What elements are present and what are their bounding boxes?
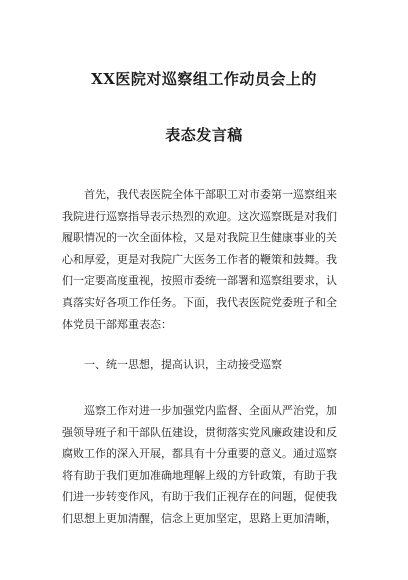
section-heading (62, 354, 348, 376)
paragraph-line: 巡察工作对进一步加强党内监督、全面从严治党，加 (62, 404, 337, 417)
document-title-line-1: XX医院对巡察组工作动员会上的 (91, 70, 317, 88)
paragraph-line: 体党员干部郑重表态： (62, 317, 172, 331)
paragraph-line: 强领导班子和干部队伍建设，贯彻落实党风廉政建设和反 (62, 425, 337, 439)
paragraph-line: 首先，我代表医院全体干部职工对市委第一巡察组来 (62, 188, 337, 201)
paragraph-line: 腐败工作的深入开展，都具有十分重要的意义。通过巡察 (62, 447, 337, 461)
document-title-line-2: 表态发言稿 (165, 126, 243, 144)
paragraph-line: 将有助于我们更加准确地理解上级的方针政策，有助于我 (62, 468, 337, 482)
section-heading-text: 一、统一思想，提高认识，主动接受巡察 (62, 358, 282, 371)
paragraph-line: 们思想上更加清醒，信念上更加坚定，思路上更加清晰， (62, 511, 337, 525)
paragraph-line: 心和厚爱，更是对我院广大医务工作者的鞭策和鼓舞。我 (62, 252, 337, 266)
paragraph-line: 真落实好各项工作任务。下面，我代表医院党委班子和全 (62, 295, 337, 309)
paragraph-line: 们进一步转变作风，有助于我们正视存在的问题，促使我 (62, 490, 337, 504)
intro-paragraph (62, 184, 348, 335)
section-paragraph (62, 400, 348, 530)
paragraph-line: 我院进行巡察指导表示热烈的欢迎。这次巡察既是对我们 (62, 209, 337, 223)
paragraph-line: 履职情况的一次全面体检，又是对我院卫生健康事业的关 (62, 231, 337, 245)
paragraph-line: 们一定要高度重视，按照市委统一部署和巡察组要求，认 (62, 274, 337, 288)
